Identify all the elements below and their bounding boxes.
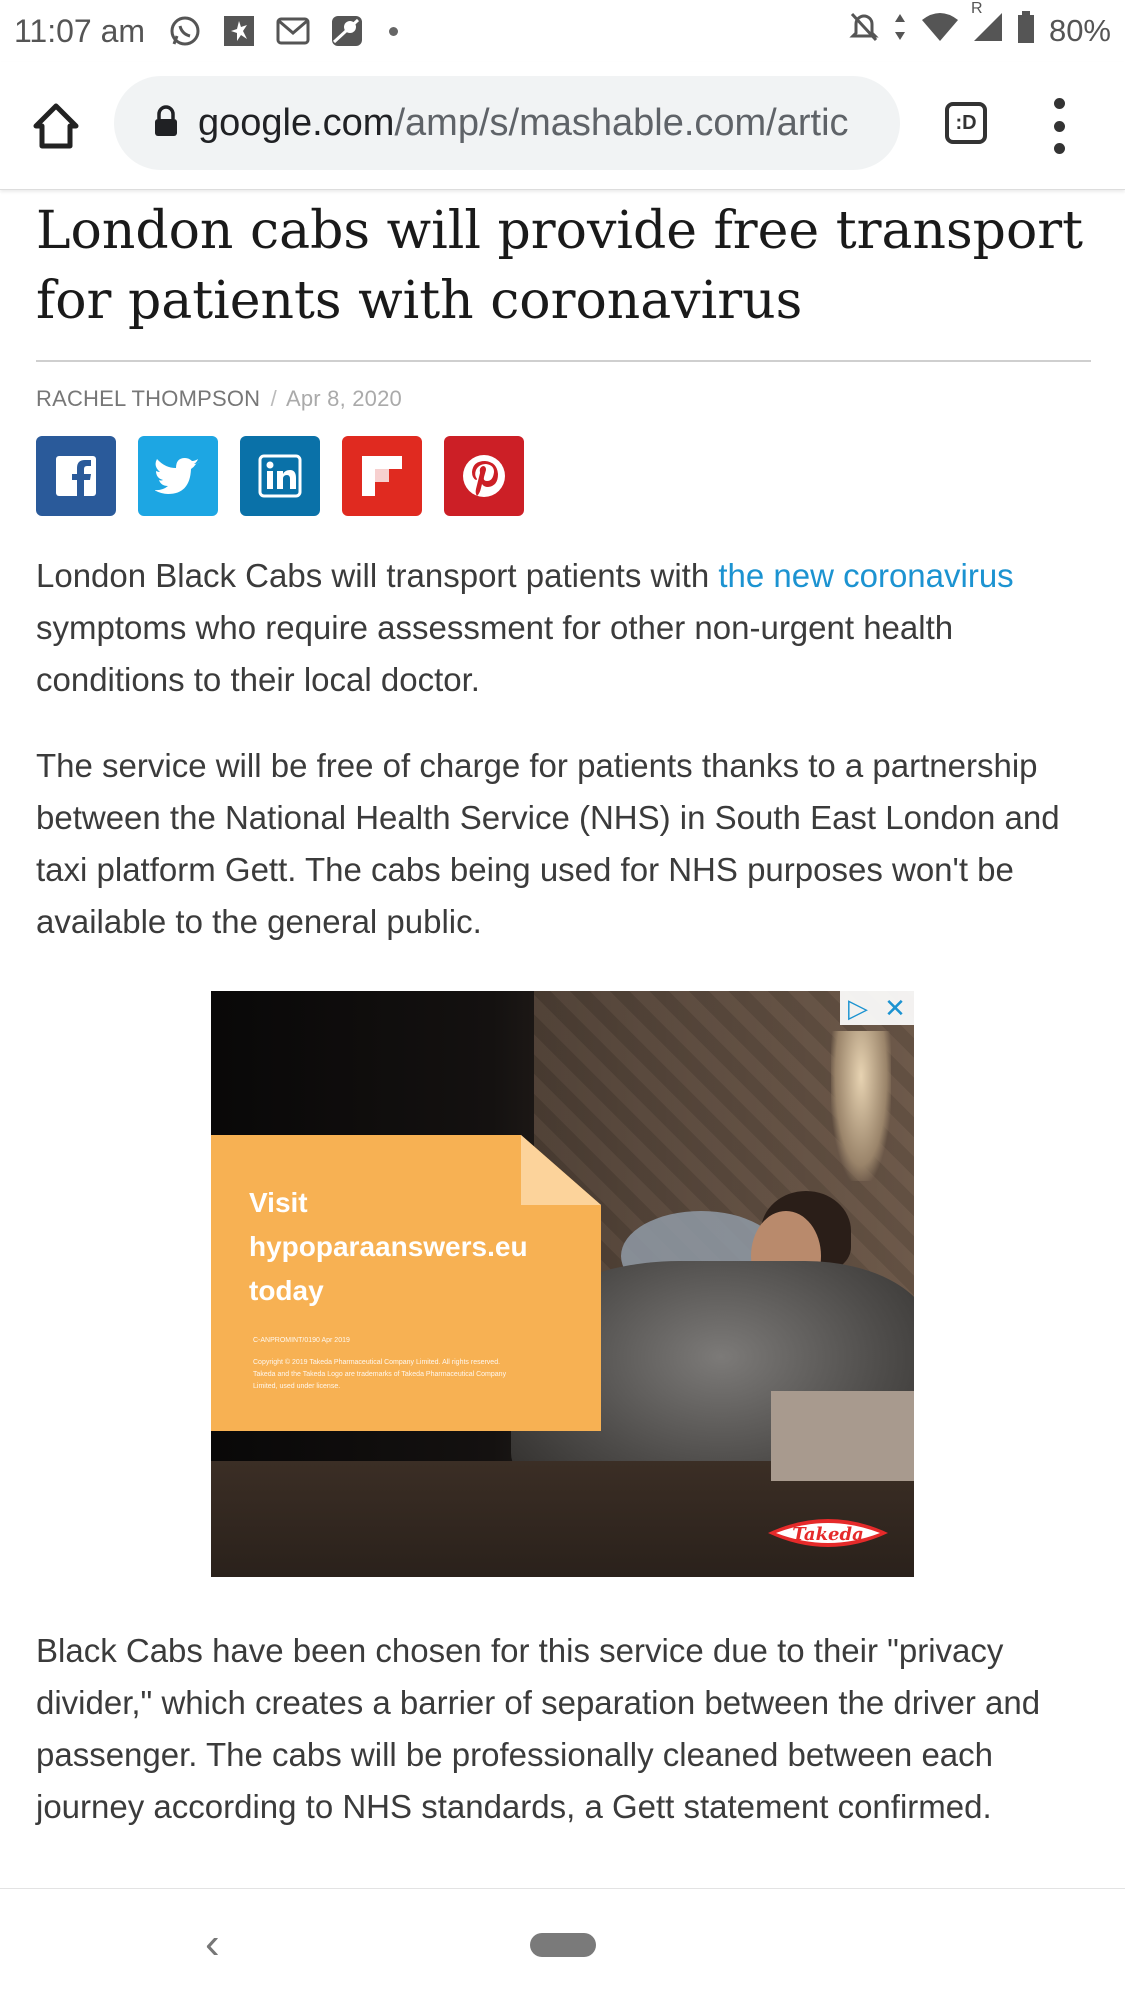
ad-line-2[interactable]: hypoparaanswers.eu: [249, 1231, 528, 1262]
status-time: 11:07 am: [14, 12, 146, 49]
share-pinterest-button[interactable]: [444, 436, 524, 516]
share-facebook-button[interactable]: [36, 436, 116, 516]
menu-dot-icon: [1054, 98, 1065, 109]
byline: [36, 386, 1091, 412]
article-paragraph-2: The service will be free of charge for patients thanks to a partnership between the National Health Service (NHS) in South East London and taxi platform Gett. The cabs being used for NHS purposes won't be available to the general public.: [36, 747, 1060, 940]
paragraph-text: symptoms who require assessment for other non-urgent health conditions to their local doctor.: [36, 609, 954, 698]
ad-fine-print: [253, 1335, 513, 1393]
lock-icon: [154, 105, 178, 142]
whatsapp-icon: [167, 13, 203, 49]
advertisement-banner[interactable]: [211, 991, 914, 1577]
ad-code: C-ANPROMINT/0190 Apr 2019: [253, 1337, 350, 1344]
byline-separator: /: [270, 386, 277, 411]
data-arrows-icon: [893, 12, 907, 50]
signal-icon: [970, 0, 1003, 50]
ad-box-image: [771, 1391, 914, 1481]
facebook-icon: [54, 454, 98, 498]
status-bar: [0, 0, 1125, 62]
system-nav-bar: [0, 1888, 1125, 2000]
ad-lamp-image: [831, 1031, 891, 1181]
article-headline: London cabs will provide free transport for patients with coronavirus: [36, 196, 1091, 362]
battery-percent: 80%: [1048, 13, 1111, 48]
roaming-indicator: R: [970, 0, 983, 17]
home-icon: [30, 100, 82, 152]
coronavirus-link[interactable]: the new coronavirus: [718, 557, 1014, 594]
share-linkedin-button[interactable]: [240, 436, 320, 516]
maps-icon: [329, 13, 365, 49]
tab-switcher-button[interactable]: :D: [945, 102, 987, 144]
article-paragraph-3: Black Cabs have been chosen for this service due to their "privacy divider," which creates a barrier of separation between the driver and passenger. The cabs will be professionally cleaned between each journey according to NHS standards, a Gett statement confirmed.: [36, 1632, 1041, 1825]
url-text[interactable]: [198, 102, 849, 145]
jordan-icon: [221, 13, 257, 49]
share-flipboard-button[interactable]: [342, 436, 422, 516]
ad-headline: [249, 1181, 528, 1313]
url-path: /amp/s/mashable.com/artic: [394, 101, 849, 144]
menu-dot-icon: [1054, 121, 1065, 132]
article-paragraph-1: [36, 550, 1091, 706]
address-bar[interactable]: [114, 76, 900, 170]
browser-toolbar: [0, 62, 1125, 190]
overflow-menu-button[interactable]: [1048, 98, 1070, 154]
battery-icon: [1017, 11, 1035, 51]
wifi-icon: [921, 12, 959, 50]
takeda-logo: [766, 1511, 890, 1555]
share-buttons: [36, 436, 1091, 516]
flipboard-icon: [360, 454, 404, 498]
pinterest-icon: [460, 452, 508, 500]
ad-choices-bar: [840, 991, 914, 1025]
ad-copyright: Copyright © 2019 Takeda Pharmaceutical Company Limited. All rights reserved. Takeda and the Takeda Logo are trademarks of Takeda Pharmaceutical Company Limited, used under license.: [253, 1359, 507, 1390]
ad-close-icon[interactable]: ✕: [884, 993, 906, 1023]
article: [36, 196, 1091, 948]
share-twitter-button[interactable]: [138, 436, 218, 516]
linkedin-icon: [258, 454, 302, 498]
home-button[interactable]: [30, 100, 82, 152]
mute-icon: [849, 11, 879, 51]
ad-choices-icon[interactable]: ▷: [848, 993, 869, 1023]
url-host: google.com: [198, 101, 395, 144]
gmail-icon: [275, 13, 311, 49]
home-pill-button[interactable]: [530, 1933, 596, 1957]
back-button[interactable]: ‹: [205, 1919, 220, 1968]
author-link[interactable]: RACHEL THOMPSON: [36, 386, 261, 411]
menu-dot-icon: [1054, 143, 1065, 154]
notification-dot-icon: [389, 27, 398, 36]
ad-line-1: Visit: [249, 1187, 308, 1218]
twitter-icon: [155, 457, 201, 495]
takeda-logo-text: Takeda: [792, 1524, 864, 1545]
publish-date: Apr 8, 2020: [286, 386, 402, 411]
ad-line-3: today: [249, 1275, 324, 1306]
paragraph-text: London Black Cabs will transport patients with: [36, 557, 719, 594]
